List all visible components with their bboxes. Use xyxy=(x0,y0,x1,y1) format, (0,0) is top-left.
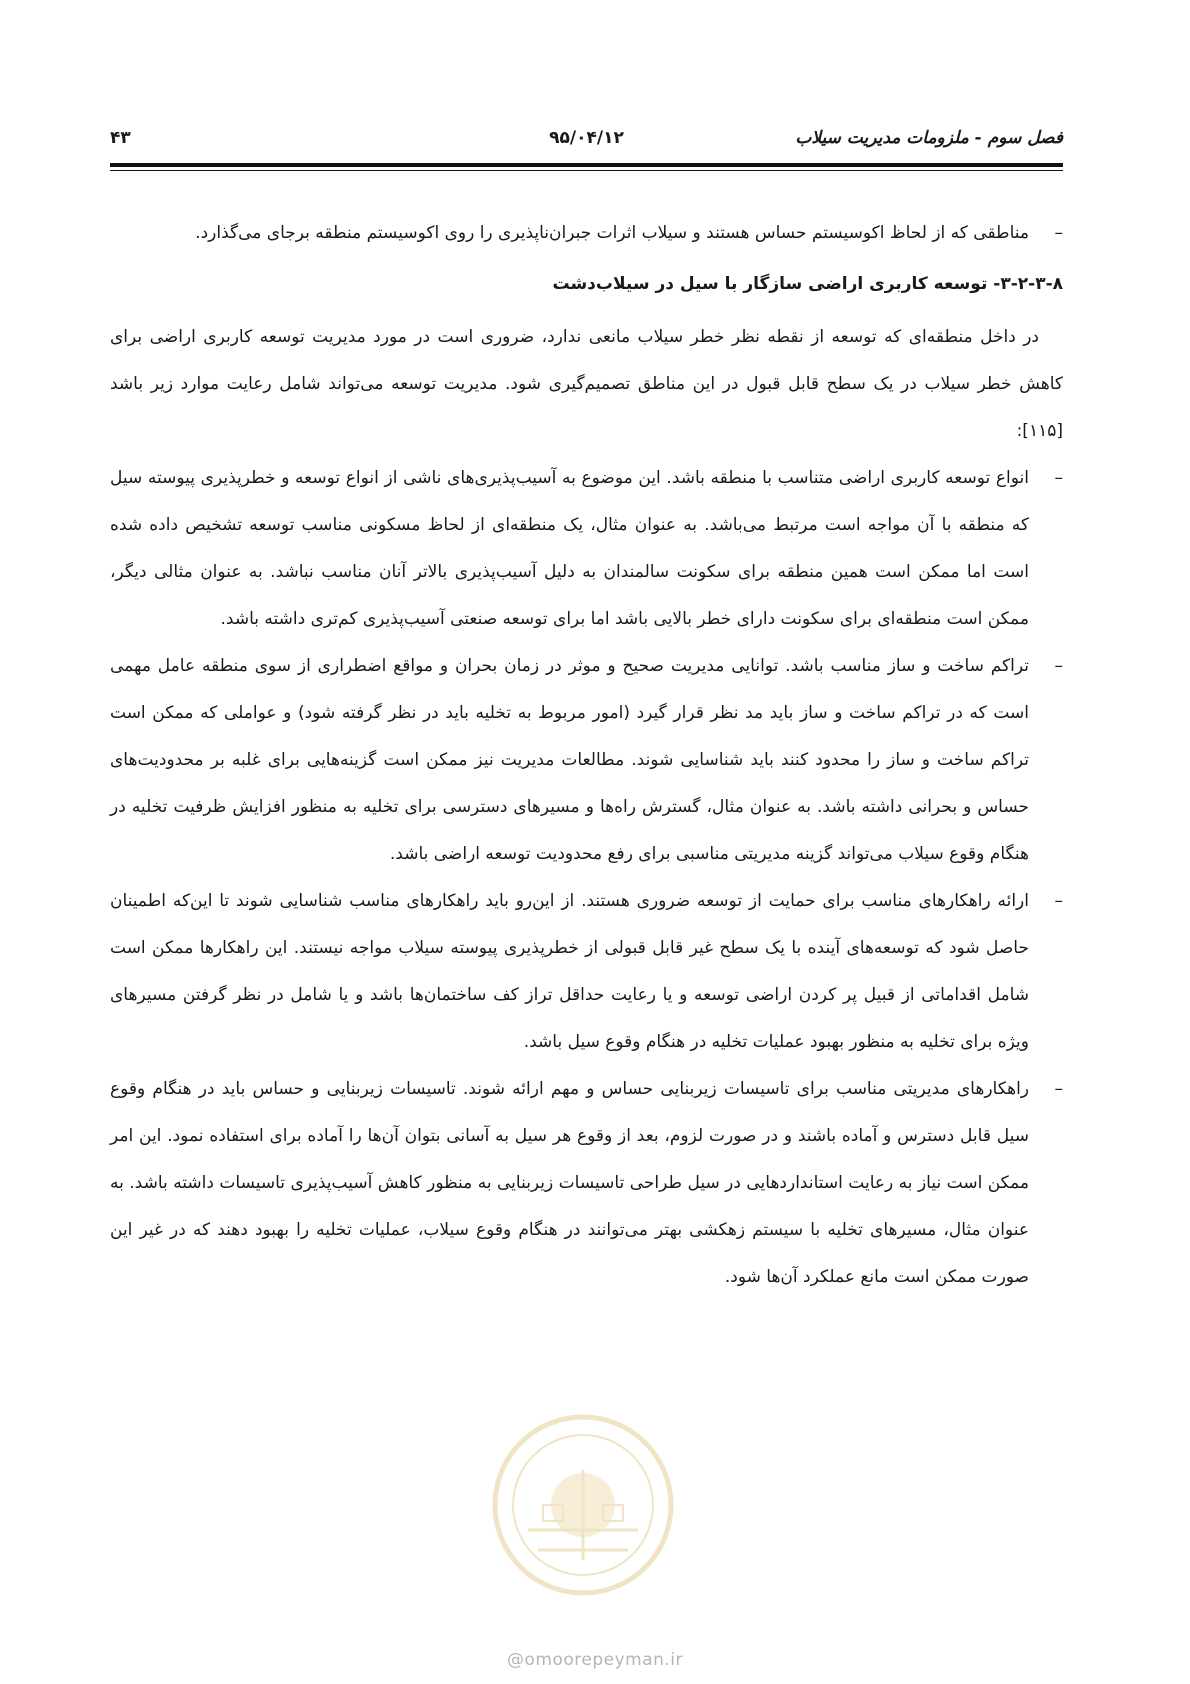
document-date: ۹۵/۰۴/۱۲ xyxy=(549,128,624,148)
bullet-text: ارائه راهکارهای مناسب برای حمایت از توسعه ضروری هستند. از این‌رو باید راهکارهای مناسب شناسایی شوند تا این‌که اطمینان حاصل شود که توسعه‌های آینده با یک سطح غیر قابل قبولی از خطرپذیری پیوسته سیلاب مواجه نیستند. این راهکارها ممکن است شامل اقداماتی از قبیل پر کردن اراضی توسعه و یا رعایت حداقل تراز کف ساختمان‌ها باشد و یا شامل در نظر گرفتن مسیرهای ویژه برای تخلیه به منظور بهبود عملیات تخلیه در هنگام وقوع سیل باشد. xyxy=(110,891,1029,1052)
page-body xyxy=(110,210,1063,1301)
bullet-text: تراکم ساخت و ساز مناسب باشد. توانایی مدیریت صحیح و موثر در زمان بحران و مواقع اضطراری از سوی منطقه عامل مهمی است که در تراکم ساخت و ساز باید مد نظر قرار گیرد (امور مربوط به تخلیه باید در نظر گرفته شود) و عواملی که ممکن است تراکم ساخت و ساز را محدود کنند باید شناسایی شوند. مطالعات مدیریت نیز ممکن است گزینه‌هایی برای غلبه بر محدودیت‌های حساس و بحرانی داشته باشد. به عنوان مثال، گسترش راه‌ها و مسیرهای دسترسی برای تخلیه به منظور افزایش ظرفیت تخلیه در هنگام وقوع سیلاب می‌تواند گزینه مدیریتی مناسبی برای رفع محدودیت توسعه اراضی باشد. xyxy=(110,656,1029,864)
header-rule-thick xyxy=(110,163,1063,167)
bullet-dash: – xyxy=(1054,223,1063,243)
watermark-text: @omoorepeyman.ir xyxy=(506,1650,684,1670)
bullet-item xyxy=(110,210,1063,257)
watermark-seal-icon xyxy=(488,1410,678,1600)
bullet-item xyxy=(110,878,1063,1066)
bullet-text: راهکارهای مدیریتی مناسب برای تاسیسات زیربنایی حساس و مهم ارائه شوند. تاسیسات زیربنایی و حساس باید در هنگام وقوع سیل قابل دسترس و آماده باشند و در صورت لزوم، بعد از وقوع هر سیل به آسانی بتوان آن‌ها را آماده برای استفاده نمود. این امر ممکن است نیاز به رعایت استانداردهایی در سیل طراحی تاسیسات زیربنایی به منظور کاهش آسیب‌پذیری تاسیسات داشته باشد. به عنوان مثال، مسیرهای تخلیه با سیستم زهکشی بهتر می‌توانند در هنگام وقوع سیلاب، عملیات تخلیه را بهبود دهند که در غیر این صورت ممکن است مانع عملکرد آن‌ها شود. xyxy=(110,1079,1029,1287)
page-number: ۴۳ xyxy=(110,128,131,148)
section-heading: ۳-۲-۳-۸- توسعه کاربری اراضی سازگار با سیل در سیلاب‌دشت xyxy=(552,274,1063,294)
body-paragraph: در داخل منطقه‌ای که توسعه از نقطه نظر خطر سیلاب مانعی ندارد، ضروری است در مورد مدیریت توسعه کاربری اراضی برای کاهش خطر سیلاب در یک سطح قابل قبول در این مناطق تصمیم‌گیری شود. مدیریت توسعه می‌تواند شامل رعایت موارد زیر باشد [۱۱۵]: xyxy=(110,327,1063,441)
header-rule-thin xyxy=(110,170,1063,171)
bullet-text: مناطقی که از لحاظ اکوسیستم حساس هستند و سیلاب اثرات جبران‌ناپذیری را روی اکوسیستم منطقه برجای می‌گذارد. xyxy=(195,223,1029,243)
page-header xyxy=(110,128,1063,154)
bullet-item xyxy=(110,455,1063,643)
bullet-dash: – xyxy=(1054,1079,1063,1099)
bullet-dash: – xyxy=(1054,468,1063,488)
bullet-item xyxy=(110,643,1063,878)
bullet-item xyxy=(110,1066,1063,1301)
bullet-dash: – xyxy=(1054,656,1063,676)
bullet-text: انواع توسعه کاربری اراضی متناسب با منطقه باشد. این موضوع به آسیب‌پذیری‌های ناشی از انواع توسعه و خطرپذیری پیوسته سیل که منطقه با آن مواجه است مرتبط می‌باشد. به عنوان مثال، یک منطقه‌ای از لحاظ مسکونی مناسب توسعه تشخیص داده شده است اما ممکن است همین منطقه برای سکونت سالمندان به دلیل آسیب‌پذیری بالاتر آنان مناسب نباشد. به عنوان مثالی دیگر، ممکن است منطقه‌ای برای سکونت دارای خطر بالایی باشد اما برای توسعه صنعتی آسیب‌پذیری کم‌تری داشته باشد. xyxy=(110,468,1029,629)
bullet-dash: – xyxy=(1054,891,1063,911)
chapter-title: فصل سوم - ملزومات مدیریت سیلاب xyxy=(795,128,1063,148)
